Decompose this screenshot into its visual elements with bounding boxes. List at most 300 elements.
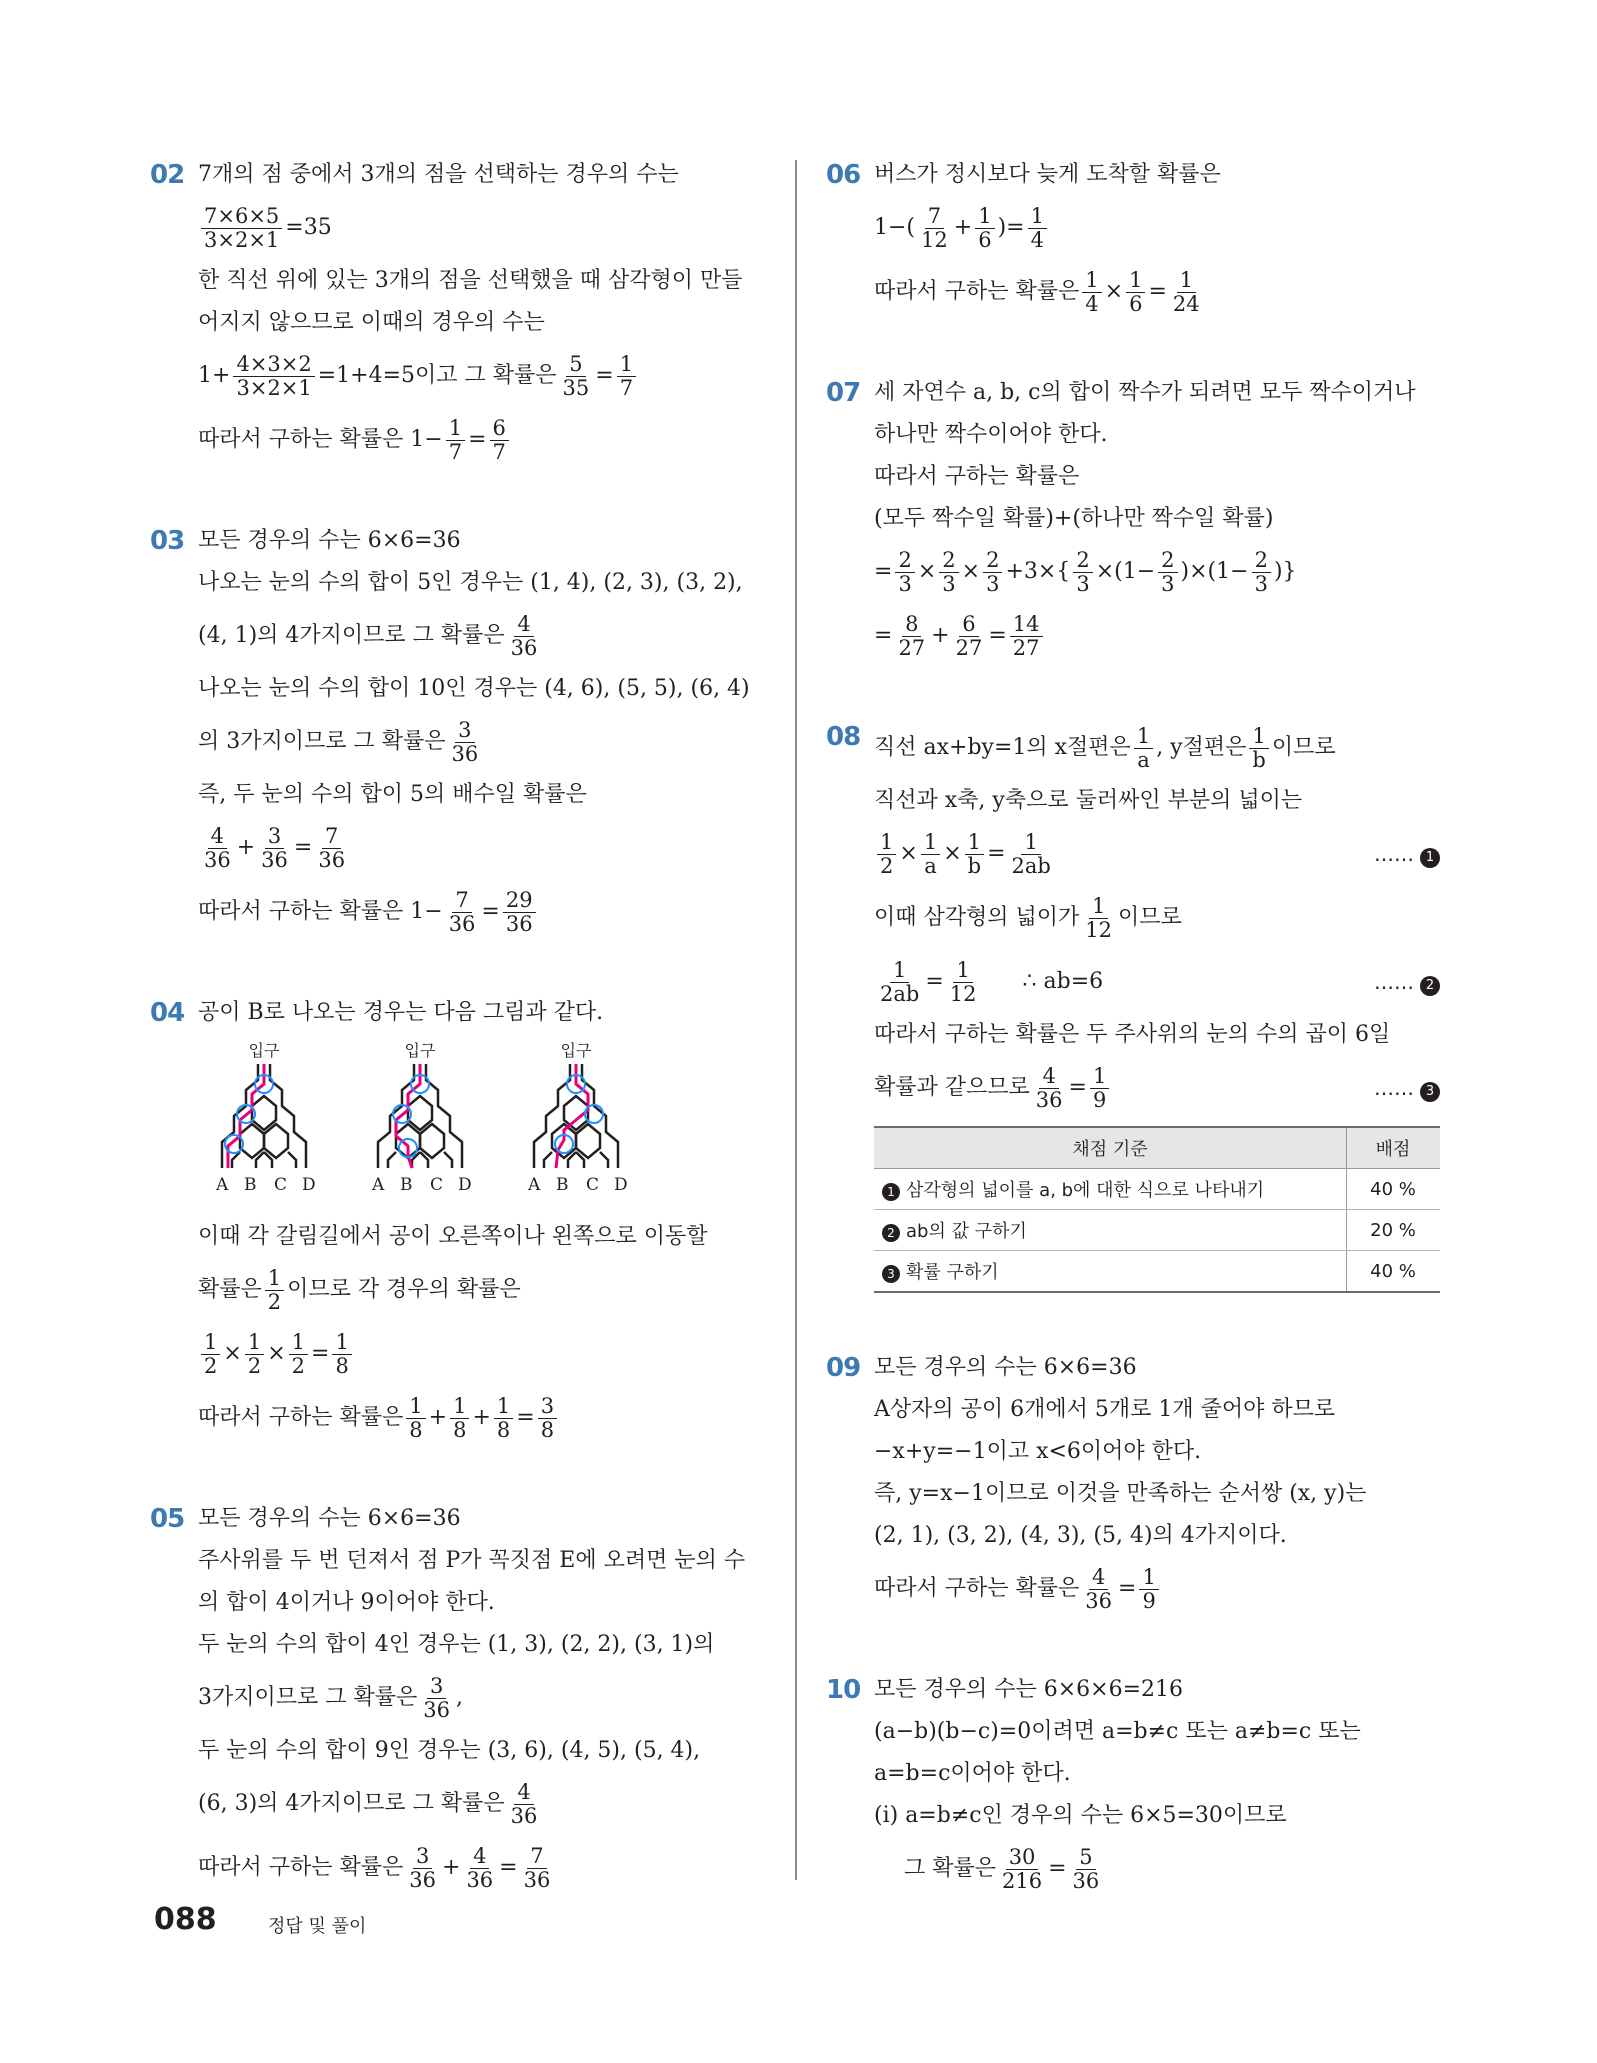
- text: 의 합이 4이거나 9이어야 한다.: [198, 1590, 495, 1615]
- denominator: 3: [986, 571, 1000, 596]
- text: 이므로: [1118, 905, 1182, 930]
- operator: ×: [899, 841, 918, 866]
- numerator: 1: [617, 353, 636, 377]
- text: 어지지 않으므로 이때의 경우의 수는: [198, 310, 545, 335]
- fraction: [494, 1395, 513, 1442]
- numerator: 1: [289, 1331, 308, 1355]
- text: 따라서 구하는 확률은: [874, 1576, 1080, 1601]
- operator: =: [988, 623, 1007, 648]
- operator: =: [874, 623, 893, 648]
- formula-line: [874, 956, 1440, 1008]
- text: 이때 삼각형의 넓이가: [874, 905, 1080, 930]
- fraction: [1134, 725, 1153, 772]
- formula-line: [198, 886, 772, 938]
- formula-line: [198, 202, 772, 254]
- fraction: [245, 1331, 264, 1378]
- denominator: 8: [409, 1417, 423, 1442]
- denominator: 8: [335, 1353, 349, 1378]
- fraction: [617, 353, 636, 400]
- operator: ×: [1189, 559, 1208, 584]
- denominator: 36: [510, 635, 538, 660]
- numerator: 7: [452, 889, 471, 913]
- operator: +: [236, 835, 256, 860]
- exit-label-a: A: [372, 1175, 385, 1195]
- step-badge: 1: [882, 1183, 900, 1201]
- numerator: 4×3×2: [233, 353, 314, 377]
- denominator: 36: [448, 911, 476, 936]
- wall-a: [388, 1152, 396, 1168]
- numerator: 1: [1028, 205, 1047, 229]
- formula-line: [198, 822, 772, 874]
- fraction: [1252, 549, 1271, 596]
- numerator: 1: [1134, 725, 1153, 749]
- text: 세 자연수 a, b, c의 합이 짝수가 되려면 모두 짝수이거나: [874, 380, 1416, 405]
- maze-figure: [215, 1041, 316, 1195]
- operator: =: [595, 363, 614, 388]
- numerator: 29: [503, 889, 536, 913]
- table-cell: [874, 1251, 1347, 1293]
- numerator: 3: [455, 719, 474, 743]
- maze-diagram: [198, 1040, 772, 1208]
- problem-number: 09: [826, 1353, 861, 1383]
- denominator: 2: [204, 1353, 218, 1378]
- denominator: 12: [949, 981, 977, 1006]
- numerator: 1: [1082, 269, 1101, 293]
- denominator: 9: [1092, 1087, 1107, 1112]
- text: ,: [456, 1685, 463, 1710]
- denominator: 36: [451, 741, 479, 766]
- formula-line: [198, 1778, 772, 1830]
- numerator: 1: [921, 831, 940, 855]
- denominator: 27: [898, 635, 926, 660]
- numerator: 1: [965, 831, 984, 855]
- fraction: [560, 353, 593, 400]
- denominator: b: [967, 853, 982, 878]
- denominator: 2ab: [880, 981, 920, 1006]
- text: 모든 경우의 수는 6×6=36: [198, 528, 461, 553]
- problem-body: [198, 1504, 772, 1894]
- text: 공이 B로 나오는 경우는 다음 그림과 같다.: [198, 1000, 604, 1025]
- wall-c: [444, 1152, 452, 1168]
- fraction: [947, 959, 980, 1006]
- numerator: 1: [1090, 1065, 1109, 1089]
- exit-label-a: A: [528, 1175, 541, 1195]
- fraction: [332, 1331, 351, 1378]
- fraction: [1126, 269, 1145, 316]
- text-line: [198, 1588, 772, 1618]
- text: 즉, 두 눈의 수의 합이 5의 배수일 확률은: [198, 782, 587, 807]
- fraction: [289, 1331, 308, 1378]
- text: ): [1180, 559, 1190, 584]
- formula-line: [198, 414, 772, 466]
- denominator: a: [1137, 747, 1150, 772]
- exit-label-d: D: [302, 1175, 316, 1195]
- operator: =: [1068, 1075, 1087, 1100]
- numerator: 7×6×5: [201, 205, 282, 229]
- text: 버스가 정시보다 늦게 도착할 확률은: [874, 162, 1221, 187]
- table-cell: 40 %: [1347, 1251, 1441, 1293]
- numerator: 4: [514, 1781, 533, 1805]
- left-column: [152, 160, 772, 1954]
- formula-line: [874, 1062, 1440, 1114]
- text: )=: [997, 215, 1025, 240]
- fraction: [921, 831, 940, 878]
- maze-figure-3: [527, 1041, 628, 1195]
- wall-b: [568, 1152, 584, 1168]
- denominator: 8: [496, 1417, 511, 1442]
- fraction: [201, 1331, 220, 1378]
- criterion-text: 확률 구하기: [906, 1262, 999, 1283]
- table-cell: [874, 1210, 1347, 1251]
- denominator: 3×2×1: [204, 227, 280, 252]
- operator: +: [442, 1855, 461, 1880]
- denominator: 3: [898, 571, 912, 596]
- denominator: 3: [1076, 571, 1090, 596]
- problem-number: 04: [150, 998, 185, 1028]
- wall-a: [544, 1152, 552, 1168]
- numerator: 1: [265, 1267, 284, 1291]
- denominator: 9: [1142, 1588, 1156, 1613]
- fraction: [999, 1846, 1045, 1893]
- text-line: [874, 1020, 1448, 1050]
- fraction: [918, 205, 951, 252]
- problem-03: [152, 526, 772, 938]
- operator: ×: [267, 1341, 286, 1366]
- text: 1−(: [874, 215, 916, 240]
- exit-label-c: C: [274, 1175, 288, 1195]
- text: 모든 경우의 수는 6×6=36: [198, 1506, 461, 1531]
- problem-number: 05: [150, 1504, 185, 1534]
- fraction: [1090, 1065, 1109, 1112]
- operator: ×: [1104, 279, 1124, 304]
- denominator: 36: [523, 1867, 551, 1892]
- fraction: [406, 1395, 425, 1442]
- fraction: [895, 549, 914, 596]
- step-marker: [1374, 839, 1440, 869]
- operator: =: [293, 835, 313, 860]
- denominator: 3×2×1: [236, 375, 312, 400]
- denominator: 36: [505, 911, 533, 936]
- table-header-row: [874, 1127, 1440, 1169]
- maze-svg: [202, 1040, 672, 1208]
- step-badge: 1: [1420, 848, 1440, 868]
- denominator: 6: [978, 227, 992, 252]
- text-line: [874, 420, 1448, 450]
- table-row: [874, 1169, 1440, 1210]
- fraction: [463, 1845, 496, 1892]
- text-line: [198, 674, 772, 704]
- numerator: 4: [470, 1845, 489, 1869]
- text-line: [874, 1675, 1448, 1705]
- text: 따라서 구하는 확률은 1−: [198, 899, 443, 924]
- problem-number: 10: [826, 1675, 861, 1705]
- formula-line: [874, 1563, 1448, 1615]
- numerator: 1: [332, 1331, 351, 1355]
- problem-body: [198, 526, 772, 938]
- dots: ……: [1374, 970, 1414, 994]
- text: 그 확률은: [904, 1856, 997, 1881]
- text-line: [874, 1479, 1448, 1509]
- text: (6, 3)의 4가지이므로 그 확률은: [198, 1791, 505, 1816]
- exit-label-b: B: [400, 1175, 413, 1195]
- operator: +: [428, 1405, 448, 1430]
- numerator: 6: [490, 417, 509, 441]
- denominator: 3: [942, 571, 956, 596]
- text: =35: [285, 215, 332, 240]
- text-line: [198, 1736, 772, 1766]
- denominator: 2: [880, 853, 894, 878]
- fraction: [983, 549, 1002, 596]
- denominator: 7: [492, 439, 506, 464]
- formula-line: [198, 1264, 772, 1316]
- denominator: 12: [1085, 917, 1112, 942]
- numerator: 1: [245, 1331, 264, 1355]
- operator: =: [987, 841, 1006, 866]
- denominator: 35: [562, 375, 590, 400]
- entry-label: 입구: [404, 1041, 436, 1060]
- numerator: 1: [1089, 895, 1108, 919]
- denominator: 2: [291, 1353, 305, 1378]
- text-line: [198, 1222, 772, 1252]
- fraction: [1009, 831, 1054, 878]
- denominator: 8: [540, 1417, 555, 1442]
- denominator: 2ab: [1011, 853, 1051, 878]
- text: =1+4=5이고 그 확률은: [317, 363, 557, 388]
- step-badge: 2: [882, 1224, 900, 1242]
- text: 두 눈의 수의 합이 4인 경우는 (1, 3), (2, 2), (3, 1)의: [198, 1632, 715, 1657]
- text: 두 눈의 수의 합이 9인 경우는 (3, 6), (4, 5), (5, 4),: [198, 1738, 701, 1763]
- fraction: [1010, 613, 1043, 660]
- wall-b: [256, 1152, 272, 1168]
- text: 따라서 구하는 확률은 두 주사위의 눈의 수의 곱이 6일: [874, 1022, 1391, 1047]
- fraction: [449, 719, 482, 766]
- numerator: 1: [201, 1331, 220, 1355]
- problem-02: [152, 160, 772, 466]
- fraction: [1028, 205, 1047, 252]
- formula-line: [874, 610, 1448, 662]
- text-line: [874, 504, 1448, 534]
- text: 따라서 구하는 확률은: [874, 279, 1080, 304]
- problem-body: [874, 722, 1448, 1293]
- text: (2, 1), (3, 2), (4, 3), (5, 4)의 4가지이다.: [874, 1523, 1287, 1548]
- text-line: [198, 998, 772, 1028]
- formula-line: [198, 610, 772, 662]
- text: −x+y=−1이고 x<6이어야 한다.: [874, 1439, 1202, 1464]
- exit-label-c: C: [430, 1175, 444, 1195]
- problem-body: [874, 160, 1448, 318]
- text: 따라서 구하는 확률은: [874, 464, 1080, 489]
- numerator: 2: [1252, 549, 1271, 573]
- operator: ×: [943, 841, 962, 866]
- text-line: [198, 1504, 772, 1534]
- problem-body: [874, 1675, 1448, 1895]
- dots: ……: [1374, 842, 1414, 866]
- fraction: [233, 353, 314, 400]
- cell-mid-right: [576, 1124, 600, 1158]
- text: 한 직선 위에 있는 3개의 점을 선택했을 때 삼각형이 만들: [198, 268, 743, 293]
- formula-line: [874, 266, 1448, 318]
- operator: =: [1118, 1576, 1137, 1601]
- numerator: 1: [494, 1395, 513, 1419]
- text-line: [874, 160, 1448, 190]
- numerator: 5: [566, 353, 585, 377]
- formula-line: [198, 1328, 772, 1380]
- step-marker: [1374, 967, 1440, 997]
- problem-number: 06: [826, 160, 861, 190]
- numerator: 30: [1006, 1846, 1039, 1870]
- fraction: [1033, 1065, 1066, 1112]
- problem-05: [152, 1504, 772, 1894]
- step-badge: 3: [1420, 1082, 1440, 1102]
- text: 이므로: [1271, 735, 1336, 760]
- fraction: [877, 831, 896, 878]
- numerator: 5: [1076, 1846, 1095, 1870]
- denominator: 3: [1254, 571, 1268, 596]
- text: a=b=c이어야 한다.: [874, 1761, 1071, 1786]
- fraction: [265, 1267, 284, 1314]
- text: 3가지이므로 그 확률은: [198, 1685, 418, 1710]
- denominator: 4: [1085, 291, 1099, 316]
- text: 확률과 같으므로: [874, 1075, 1030, 1100]
- formula-line: [874, 892, 1448, 944]
- page-number: 088: [154, 1902, 217, 1937]
- problem-number: 03: [150, 526, 185, 556]
- fraction: [1070, 1846, 1103, 1893]
- wall-a: [232, 1152, 240, 1168]
- text: 이때 각 갈림길에서 공이 오른쪽이나 왼쪽으로 이동할: [198, 1224, 708, 1249]
- numerator: 4: [1039, 1065, 1058, 1089]
- table-header: 배점: [1347, 1127, 1441, 1169]
- problem-08: [828, 722, 1448, 1293]
- fraction: [1082, 895, 1115, 942]
- fraction: [538, 1395, 557, 1442]
- denominator: a: [924, 853, 937, 878]
- text-line: [874, 786, 1448, 816]
- formula-line: [198, 1672, 772, 1724]
- step-marker: [1374, 1073, 1440, 1103]
- numerator: 4: [1089, 1566, 1108, 1590]
- text: 확률은: [198, 1277, 262, 1302]
- text: (1−: [1114, 559, 1156, 584]
- text: (ⅰ) a=b≠c인 경우의 수는 6×5=30이므로: [874, 1803, 1287, 1828]
- scoring-table: [874, 1126, 1440, 1293]
- table-cell: [874, 1169, 1347, 1210]
- numerator: 2: [983, 549, 1002, 573]
- fraction: [975, 205, 994, 252]
- numerator: 3: [265, 825, 284, 849]
- denominator: 24: [1172, 291, 1200, 316]
- operator: =: [499, 1855, 518, 1880]
- exit-label-c: C: [586, 1175, 600, 1195]
- text: 따라서 구하는 확률은 1−: [198, 427, 443, 452]
- text: 직선 ax+by=1의 x절편은: [874, 735, 1131, 760]
- text: 의 3가지이므로 그 확률은: [198, 729, 446, 754]
- numerator: 7: [322, 825, 341, 849]
- numerator: 14: [1010, 613, 1043, 637]
- text: (a−b)(b−c)=0이려면 a=b≠c 또는 a≠b=c 또는: [874, 1719, 1361, 1744]
- text: 3×{: [1023, 559, 1071, 584]
- text: }: [1282, 559, 1297, 584]
- exit-label-a: A: [216, 1175, 229, 1195]
- text: , y절편은: [1156, 735, 1247, 760]
- denominator: 4: [1030, 227, 1044, 252]
- text: ∴ ab=6: [1022, 969, 1104, 994]
- cell-mid-left: [240, 1124, 264, 1158]
- problem-body: [198, 998, 772, 1444]
- text: 주사위를 두 번 던져서 점 P가 꼭짓점 E에 오려면 눈의 수: [198, 1548, 746, 1573]
- fraction: [201, 825, 234, 872]
- table-row: [874, 1210, 1440, 1251]
- operator: =: [874, 559, 893, 584]
- step-badge: 3: [882, 1265, 900, 1283]
- maze-figure-2: [371, 1041, 472, 1195]
- numerator: 2: [1158, 549, 1177, 573]
- table-row: [874, 1251, 1440, 1293]
- text-line: [198, 308, 772, 338]
- fraction: [508, 613, 541, 660]
- problem-body: [874, 1353, 1448, 1615]
- formula-line: [874, 722, 1448, 774]
- denominator: 36: [466, 1867, 494, 1892]
- fraction: [1170, 269, 1203, 316]
- numerator: 3: [427, 1675, 446, 1699]
- problem-body: [198, 160, 772, 466]
- numerator: 1: [975, 205, 994, 229]
- fraction: [446, 417, 465, 464]
- text: (모두 짝수일 확률)+(하나만 짝수일 확률): [874, 506, 1274, 531]
- fraction: [1073, 549, 1092, 596]
- fraction: [406, 1845, 439, 1892]
- column-divider: [795, 160, 797, 1880]
- criterion-text: ab의 값 구하기: [906, 1221, 1027, 1242]
- exit-label-d: D: [458, 1175, 472, 1195]
- fraction: [450, 1395, 469, 1442]
- denominator: 36: [318, 847, 346, 872]
- criterion-text: 삼각형의 넓이를 a, b에 대한 식으로 나타내기: [906, 1180, 1265, 1201]
- numerator: 1: [1126, 269, 1145, 293]
- formula-line: [198, 1392, 772, 1444]
- numerator: 3: [413, 1845, 432, 1869]
- fraction: [503, 889, 536, 936]
- denominator: 2: [247, 1353, 262, 1378]
- problem-number: 08: [826, 722, 861, 752]
- operator: =: [311, 1341, 330, 1366]
- operator: ×: [961, 559, 981, 584]
- text: (1−: [1207, 559, 1249, 584]
- denominator: 2: [267, 1289, 282, 1314]
- table-header: 채점 기준: [874, 1127, 1347, 1169]
- numerator: 4: [208, 825, 227, 849]
- denominator: 36: [1085, 1588, 1112, 1613]
- fraction: [1249, 725, 1268, 772]
- text: 따라서 구하는 확률은: [198, 1405, 404, 1430]
- text: 나오는 눈의 수의 합이 5인 경우는 (1, 4), (2, 3), (3, 2),: [198, 570, 743, 595]
- problem-09: [828, 1353, 1448, 1615]
- formula-line: [198, 1842, 772, 1894]
- operator: =: [468, 427, 487, 452]
- numerator: 1: [1249, 725, 1268, 749]
- cell-mid-right: [420, 1124, 444, 1158]
- table-cell: 40 %: [1347, 1169, 1441, 1210]
- fraction: [315, 825, 348, 872]
- text: (4, 1)의 4가지이므로 그 확률은: [198, 623, 505, 648]
- denominator: 36: [261, 847, 288, 872]
- operator: ×: [223, 1341, 242, 1366]
- fraction: [939, 549, 958, 596]
- text-line: [874, 1395, 1448, 1425]
- text: ): [1273, 559, 1283, 584]
- numerator: 3: [538, 1395, 557, 1419]
